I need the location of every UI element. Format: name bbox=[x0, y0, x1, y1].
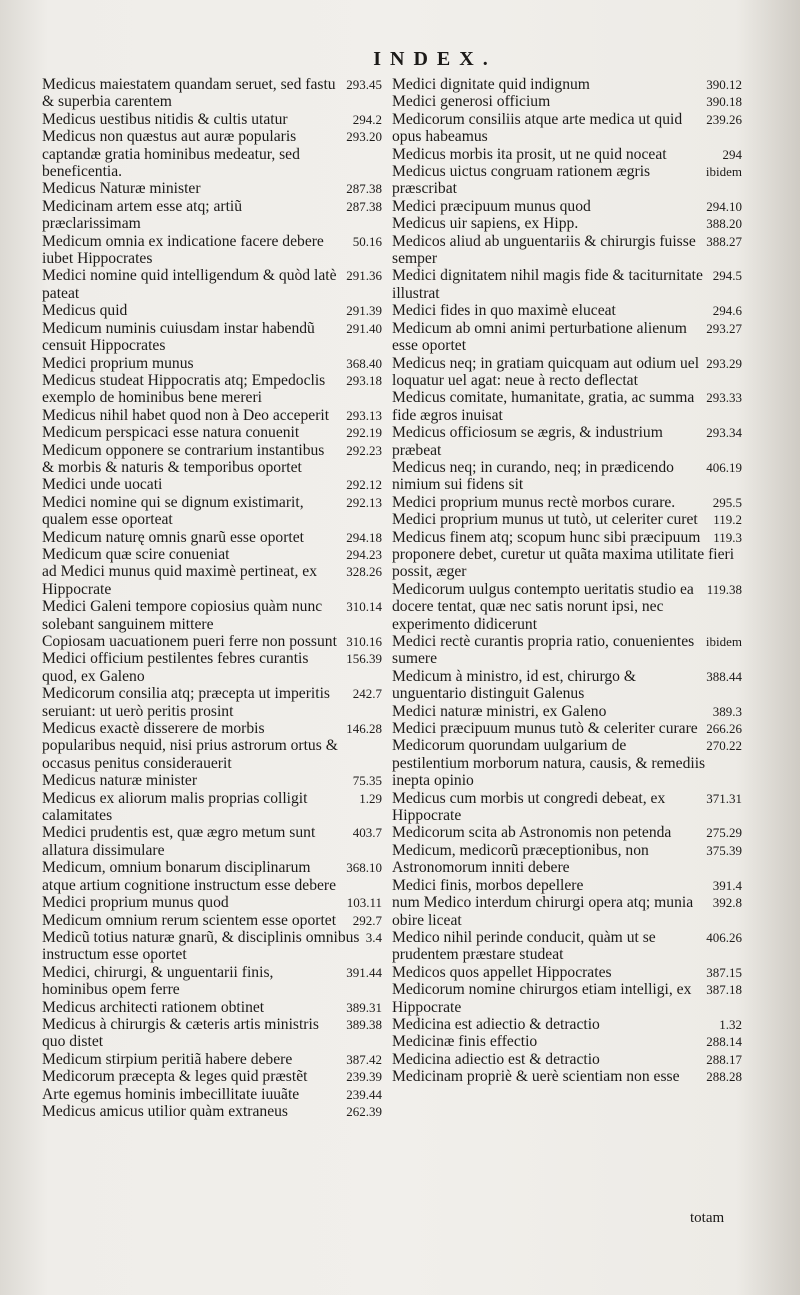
index-entry bbox=[42, 859, 382, 894]
entry-text: Medici dignitate quid indignum bbox=[392, 76, 590, 93]
page-reference: 294.23 bbox=[346, 546, 382, 562]
page-reference: ibidem bbox=[705, 634, 742, 649]
entry-text: ad Medici munus quid maximè pertineat, ex Hippocrate bbox=[42, 563, 317, 598]
entry-text: Medicus à chirurgis & cæteris artis ministris quo distet bbox=[42, 1015, 319, 1051]
entry-text: Medici finis, morbos depellere bbox=[392, 876, 584, 894]
page-reference: 262.39 bbox=[346, 1103, 382, 1119]
page-reference: 50.16 bbox=[352, 233, 382, 249]
page-reference: 287.38 bbox=[346, 181, 382, 197]
index-entry bbox=[42, 685, 382, 720]
page-reference: 387.18 bbox=[706, 982, 742, 998]
entry-text: Medici officium pestilentes febres curantis quod, ex Galeno bbox=[42, 650, 309, 685]
page-reference: 293.13 bbox=[346, 407, 382, 423]
page-reference: 292.23 bbox=[346, 442, 382, 458]
entry-text: Medici, chirurgi, & unguentarii finis, hominibus opem ferre bbox=[42, 963, 274, 999]
page-reference: 294.2 bbox=[352, 111, 382, 127]
entry-text: Medicorum nomine chirurgos etiam intelligi, ex Hippocrate bbox=[392, 981, 692, 1016]
index-entry bbox=[42, 111, 382, 128]
page-reference: 266.26 bbox=[706, 721, 742, 737]
page-reference: 392.8 bbox=[712, 895, 742, 911]
index-entry bbox=[392, 964, 742, 981]
page-reference: 270.22 bbox=[706, 738, 742, 754]
entry-text: Medici nomine quid intelligendum & quòd latè pateat bbox=[42, 267, 337, 302]
page-reference: 239.44 bbox=[346, 1086, 382, 1102]
left-column bbox=[42, 76, 382, 1120]
page-reference: 288.17 bbox=[706, 1051, 742, 1067]
page-reference: 295.5 bbox=[712, 494, 742, 510]
page-reference: 75.35 bbox=[352, 773, 382, 789]
entry-text: Medici dignitatem nihil magis fide & taciturnitate illustrat bbox=[392, 267, 703, 302]
index-entry bbox=[392, 824, 742, 841]
entry-text: Medici proprium munus ut tutò, ut celeriter curet bbox=[392, 511, 698, 529]
page-reference: 294 bbox=[722, 146, 742, 162]
index-entry bbox=[392, 737, 742, 789]
index-entry bbox=[392, 233, 742, 268]
entry-text: Medicorum consiliis atque arte medica ut quid opus habeamus bbox=[392, 110, 683, 146]
page-reference: 293.29 bbox=[706, 355, 742, 371]
page-reference: 239.26 bbox=[706, 111, 742, 127]
index-entry bbox=[392, 929, 742, 964]
index-entry bbox=[392, 424, 742, 459]
page-reference: 287.38 bbox=[346, 198, 382, 214]
index-entry bbox=[42, 76, 382, 111]
page-reference: 293.18 bbox=[346, 372, 382, 388]
page-reference: 406.19 bbox=[706, 459, 742, 475]
page-reference: 368.40 bbox=[346, 355, 382, 371]
page-reference: 1.29 bbox=[359, 790, 382, 806]
page-reference: 388.27 bbox=[706, 233, 742, 249]
page-reference: 293.34 bbox=[706, 425, 742, 441]
entry-text: Medicus nihil habet quod non à Deo acceperit bbox=[42, 406, 330, 424]
page-reference: 368.10 bbox=[346, 860, 382, 876]
page-reference: 388.20 bbox=[706, 216, 742, 232]
page-reference: 293.27 bbox=[706, 320, 742, 336]
index-entry bbox=[42, 494, 382, 529]
index-entry bbox=[42, 302, 382, 319]
index-entry bbox=[42, 476, 382, 493]
entry-text: Medicorum scita ab Astronomis non petenda bbox=[392, 824, 672, 842]
index-entry bbox=[42, 267, 382, 302]
page-reference: 294.10 bbox=[706, 198, 742, 214]
index-entry bbox=[42, 233, 382, 268]
entry-text: Medicorum præcepta & leges quid præstẽt bbox=[42, 1068, 308, 1086]
index-entry bbox=[42, 407, 382, 424]
entry-text: Medicus officiosum se ægris, & industrium præbeat bbox=[392, 424, 663, 459]
index-entry bbox=[392, 668, 742, 703]
entry-text: Medicum opponere se contrarium instantibus & morbis & naturis & temporibus oportet bbox=[42, 441, 325, 476]
page-reference: 292.19 bbox=[346, 425, 382, 441]
page-reference: 390.18 bbox=[706, 94, 742, 110]
index-entry bbox=[392, 93, 742, 110]
entry-text: Medicus exactè disserere de morbis popularibus nequid, nisi prius astrorum ortus & occasus penitus considerauerit bbox=[42, 720, 338, 772]
entry-text: Medicos quos appellet Hippocrates bbox=[392, 963, 612, 981]
page-reference: 391.4 bbox=[712, 877, 742, 893]
page-reference: 156.39 bbox=[346, 651, 382, 667]
page-reference: 119.3 bbox=[713, 529, 742, 545]
index-entry bbox=[392, 1068, 742, 1085]
page-reference: 119.38 bbox=[706, 581, 742, 597]
entry-text: Medicus finem atq; scopum hunc sibi præcipuum proponere debet, curetur ut quãta maxima utilitate fieri possit, æger bbox=[392, 528, 735, 581]
page-reference: 310.16 bbox=[346, 634, 382, 649]
index-entry bbox=[42, 964, 382, 999]
page-reference: 119.2 bbox=[713, 512, 742, 528]
index-entry bbox=[392, 1051, 742, 1068]
page-reference: 291.40 bbox=[346, 320, 382, 336]
page-reference: 103.11 bbox=[346, 895, 382, 911]
page-reference: 239.39 bbox=[346, 1069, 382, 1085]
page-reference: 371.31 bbox=[706, 790, 742, 806]
index-entry bbox=[42, 529, 382, 546]
entry-text: Medicum omnia ex indicatione facere debere iubet Hippocrates bbox=[42, 232, 324, 268]
entry-text: Medicus naturæ minister bbox=[42, 772, 198, 790]
entry-text: Medici fides in quo maximè eluceat bbox=[392, 302, 616, 320]
index-entry bbox=[42, 1016, 382, 1051]
entry-text: Medicus non quæstus aut auræ popularis captandæ gratia hominibus medeatur, sed beneficentia. bbox=[42, 128, 300, 181]
page-reference: 389.3 bbox=[712, 703, 742, 719]
index-entry bbox=[42, 824, 382, 859]
entry-text: Medico nihil perinde conducit, quàm ut se prudentem præstare studeat bbox=[392, 928, 656, 964]
page-reference: 291.39 bbox=[346, 303, 382, 319]
index-entry bbox=[42, 546, 382, 563]
index-entry bbox=[392, 146, 742, 163]
entry-text: Medicus studeat Hippocratis atq; Empedoclis exemplo de hominibus bene mereri bbox=[42, 371, 326, 407]
entry-text: Medici naturæ ministri, ex Galeno bbox=[392, 702, 607, 720]
index-entry bbox=[42, 320, 382, 355]
entry-text: Copiosam uacuationem pueri ferre non possunt bbox=[42, 633, 337, 650]
page-reference: 288.14 bbox=[706, 1034, 742, 1050]
index-entry bbox=[42, 424, 382, 441]
page-header: INDEX. bbox=[373, 48, 497, 70]
page-reference: 388.44 bbox=[706, 668, 742, 684]
index-entry bbox=[392, 894, 742, 929]
index-entry bbox=[42, 598, 382, 633]
index-entry bbox=[392, 842, 742, 877]
entry-text: Medici proprium munus bbox=[42, 354, 194, 372]
index-entry bbox=[42, 650, 382, 685]
entry-text: Medicum à ministro, id est, chirurgo & unguentario distinguit Galenus bbox=[392, 667, 636, 703]
index-entry bbox=[392, 790, 742, 825]
entry-text: Medici rectè curantis propria ratio, conuenientes sumere bbox=[392, 633, 695, 668]
entry-text: Medicus neq; in gratiam quicquam aut odium uel loquatur uel agat: neue à recto deflectat bbox=[392, 354, 700, 389]
index-entry bbox=[42, 790, 382, 825]
page-reference: 310.14 bbox=[346, 599, 382, 615]
entry-text: num Medico interdum chirurgi opera atq; munia obire liceat bbox=[392, 894, 694, 929]
entry-text: Medicus quid bbox=[42, 302, 128, 320]
index-entry bbox=[392, 981, 742, 1016]
entry-text: Medici proprium munus rectè morbos curare. bbox=[392, 493, 676, 511]
index-entry bbox=[42, 372, 382, 407]
page-reference: 389.38 bbox=[346, 1016, 382, 1032]
index-entry bbox=[392, 720, 742, 737]
page-reference: 387.15 bbox=[706, 964, 742, 980]
index-entry bbox=[392, 633, 742, 668]
entry-text: Medicus maiestatem quandam seruet, sed fastu & superbia carentem bbox=[42, 76, 336, 111]
index-entry bbox=[42, 772, 382, 789]
page-reference: ibidem bbox=[705, 164, 742, 180]
entry-text: Medicus uictus congruam rationem ægris præscribat bbox=[392, 163, 651, 198]
entry-text: Medicus Naturæ minister bbox=[42, 180, 201, 198]
page-reference: 3.4 bbox=[365, 929, 382, 945]
entry-text: Medicina adiectio est & detractio bbox=[392, 1050, 600, 1068]
entry-text: Medici unde uocati bbox=[42, 476, 163, 494]
page-reference: 292.13 bbox=[346, 494, 382, 510]
page-reference: 294.6 bbox=[712, 303, 742, 319]
entry-text: Medicum stirpium peritiã habere debere bbox=[42, 1050, 293, 1068]
page-reference: 146.28 bbox=[346, 721, 382, 737]
entry-text: Medici Galeni tempore copiosius quàm nunc solebant sanguinem mittere bbox=[42, 598, 323, 633]
index-entry bbox=[392, 389, 742, 424]
catchword: totam bbox=[690, 1210, 725, 1226]
page-reference: 403.7 bbox=[352, 825, 382, 841]
entry-text: Medici prudentis est, quæ ægro metum sunt allatura dissimulare bbox=[42, 824, 316, 859]
index-entry bbox=[42, 1068, 382, 1085]
entry-text: Medicum quæ scire conueniat bbox=[42, 545, 230, 563]
index-entry bbox=[392, 267, 742, 302]
entry-text: Medici proprium munus quod bbox=[42, 894, 229, 912]
entry-text: Medicorum consilia atq; præcepta ut imperitis seruiant: ut uerò peritis prosint bbox=[42, 685, 330, 720]
entry-text: Medicorum quorundam uulgarium de pestilentium morborum natura, causis, & remediis inepta opinio bbox=[392, 737, 706, 790]
page-reference: 375.39 bbox=[706, 842, 742, 858]
page-reference: 294.18 bbox=[346, 529, 382, 545]
entry-text: Medicinæ finis effectio bbox=[392, 1033, 538, 1051]
entry-text: Medicum, omnium bonarum disciplinarum atque artium cognitione instructum esse debere bbox=[42, 859, 337, 894]
index-entry bbox=[392, 494, 742, 511]
entry-text: Medicus amicus utilior quàm extraneus bbox=[42, 1102, 288, 1120]
index-entry bbox=[42, 128, 382, 180]
index-entry bbox=[392, 198, 742, 215]
entry-text: Medicus cum morbis ut congredi debeat, ex Hippocrate bbox=[392, 789, 666, 825]
index-entry bbox=[42, 1051, 382, 1068]
entry-text: Medicinam propriè & uerè scientiam non esse bbox=[392, 1068, 680, 1086]
entry-text: Medicorum uulgus contempto ueritatis studio ea docere tentat, quæ nec satis norunt ipsi, nec experimento didicerunt bbox=[392, 580, 694, 633]
index-entry bbox=[42, 1086, 382, 1103]
entry-text: Medicum perspicaci esse natura conuenit bbox=[42, 424, 300, 442]
entry-text: Medicus uir sapiens, ex Hipp. bbox=[392, 215, 579, 233]
index-entry bbox=[42, 720, 382, 772]
index-entry bbox=[42, 894, 382, 911]
page-reference: 242.7 bbox=[352, 686, 382, 702]
index-entry bbox=[42, 633, 382, 650]
index-entry bbox=[392, 511, 742, 528]
index-entry bbox=[392, 163, 742, 198]
page-reference: 293.20 bbox=[346, 129, 382, 145]
entry-text: Arte egemus hominis imbecillitate iuuãte bbox=[42, 1085, 300, 1103]
page-reference: 291.36 bbox=[346, 268, 382, 284]
index-entry bbox=[42, 999, 382, 1016]
page-reference: 391.44 bbox=[346, 964, 382, 980]
index-entry bbox=[392, 111, 742, 146]
page-reference: 275.29 bbox=[706, 825, 742, 841]
entry-text: Medicus comitate, humanitate, gratia, ac summa fide ægros inuisat bbox=[392, 389, 695, 424]
entry-text: Medici præcipuum munus tutò & celeriter curare bbox=[392, 720, 698, 738]
entry-text: Medici generosi officium bbox=[392, 93, 551, 111]
page-reference: 294.5 bbox=[712, 268, 742, 284]
entry-text: Medicum, medicorũ præceptionibus, non Astronomorum inniti debere bbox=[392, 841, 649, 877]
index-entry bbox=[42, 929, 382, 964]
page-reference: 1.32 bbox=[719, 1016, 742, 1032]
index-entry bbox=[42, 355, 382, 372]
entry-text: Medicum omnium rerum scientem esse oportet bbox=[42, 911, 337, 929]
entry-text: Medici nomine qui se dignum existimarit, qualem esse oporteat bbox=[42, 493, 304, 529]
index-entry bbox=[392, 1033, 742, 1050]
index-entry bbox=[42, 442, 382, 477]
page-reference: 293.33 bbox=[706, 390, 742, 406]
index-entry bbox=[392, 302, 742, 319]
entry-text: Medici præcipuum munus quod bbox=[392, 197, 591, 215]
index-entry bbox=[42, 563, 382, 598]
entry-text: Medicina est adiectio & detractio bbox=[392, 1015, 600, 1033]
index-entry bbox=[392, 459, 742, 494]
index-entry bbox=[42, 180, 382, 197]
page-reference: 328.26 bbox=[346, 564, 382, 580]
index-entry bbox=[392, 215, 742, 232]
index-entry bbox=[392, 581, 742, 633]
entry-text: Medicinam artem esse atq; artiũ præclarissimam bbox=[42, 197, 243, 233]
index-entry bbox=[392, 355, 742, 390]
entry-text: Medicum naturę omnis gnarũ esse oportet bbox=[42, 528, 304, 546]
index-entry bbox=[42, 912, 382, 929]
entry-text: Medicũ totius naturæ gnarũ, & disciplinis omnibus instructum esse oportet bbox=[42, 928, 360, 964]
page-reference: 406.26 bbox=[706, 929, 742, 945]
index-entry bbox=[392, 703, 742, 720]
entry-text: Medicum numinis cuiusdam instar habendũ censuit Hippocrates bbox=[42, 319, 315, 355]
page-reference: 390.12 bbox=[706, 77, 742, 92]
page-reference: 292.7 bbox=[352, 912, 382, 928]
right-column bbox=[392, 76, 742, 1086]
page-reference: 293.45 bbox=[346, 77, 382, 92]
index-entry bbox=[392, 1016, 742, 1033]
index-entry bbox=[392, 529, 742, 581]
page-reference: 387.42 bbox=[346, 1051, 382, 1067]
index-entry bbox=[392, 76, 742, 93]
entry-text: Medicus neq; in curando, neq; in prædicendo nimium sui fidens sit bbox=[392, 458, 674, 494]
entry-text: Medicus architecti rationem obtinet bbox=[42, 998, 265, 1016]
entry-text: Medicos aliud ab unguentariis & chirurgis fuisse semper bbox=[392, 232, 696, 268]
entry-text: Medicum ab omni animi perturbatione alienum esse oportet bbox=[392, 319, 687, 355]
index-entry bbox=[42, 198, 382, 233]
entry-text: Medicus morbis ita prosit, ut ne quid noceat bbox=[392, 145, 667, 163]
page-reference: 288.28 bbox=[706, 1069, 742, 1085]
entry-text: Medicus uestibus nitidis & cultis utatur bbox=[42, 110, 288, 128]
entry-text: Medicus ex aliorum malis proprias colligit calamitates bbox=[42, 789, 308, 825]
index-entry bbox=[392, 320, 742, 355]
index-entry bbox=[392, 877, 742, 894]
index-entry bbox=[42, 1103, 382, 1120]
page-reference: 292.12 bbox=[346, 477, 382, 493]
page-reference: 389.31 bbox=[346, 999, 382, 1015]
